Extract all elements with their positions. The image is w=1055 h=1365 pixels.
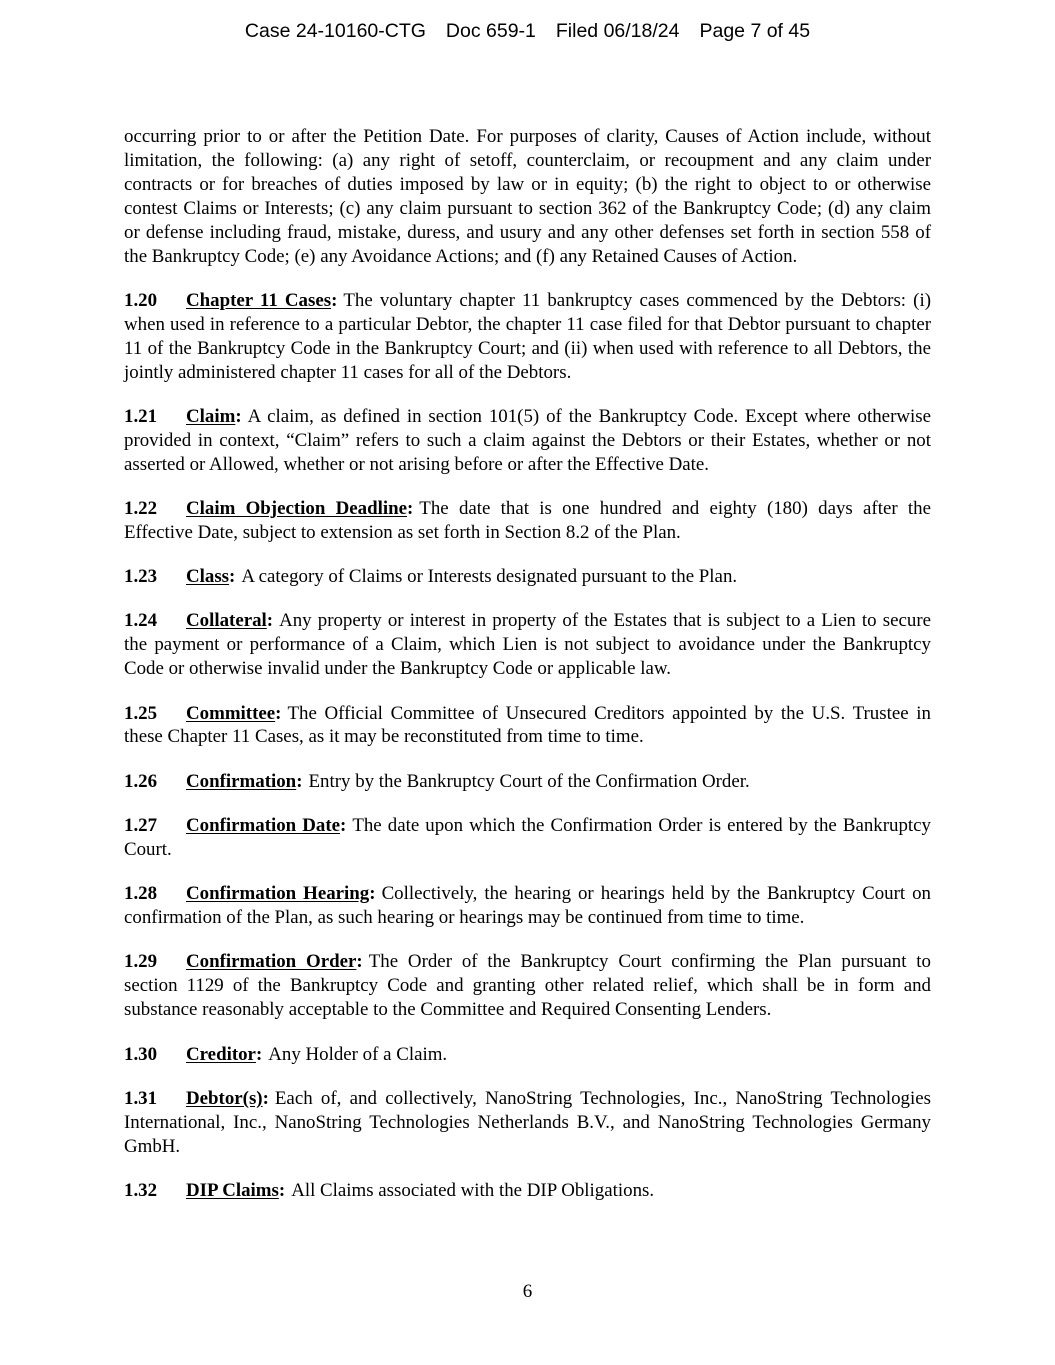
definition-term: Debtor(s) (186, 1087, 263, 1109)
intro-paragraph: occurring prior to or after the Petition Date. For purposes of clarity, Causes of Action include, without limitation, the following: (a) any right of setoff, counterclaim, or recoupment and any claim under contracts or for breaches of duties imposed by law or in equity; (b) the right to object to or otherwise contest Claims or Interests; (c) any claim pursuant to section 362 of the Bankruptcy Code; (d) any claim or defense including fraud, mistake, duress, and usury and any other defenses set forth in section 558 of the Bankruptcy Code; (e) any Avoidance Actions; and (f) any Retained Causes of Action. (124, 126, 931, 267)
definition-text: Any Holder of a Claim. (268, 1043, 448, 1065)
page-indicator: Page 7 of 45 (699, 20, 811, 42)
definition-text: The date that is one hundred and eighty (180) days after the Effective Date, subject to extension as set forth in Section 8.2 of the Plan. (124, 497, 931, 543)
definition-1-24: 1.24 Collateral: Any property or interest in property of the Estates that is subject to a Lien to secure the payment or performance of a Claim, which Lien is not subject to avoidance under the Bankruptcy Code or otherwise invalid under the Bankruptcy Code or applicable law. (124, 610, 931, 680)
filing-header (0, 19, 1055, 43)
definition-text: The Official Committee of Unsecured Creditors appointed by the U.S. Trustee in these Chapter 11 Cases, as it may be reconstituted from time to time. (124, 702, 931, 748)
definition-text: Any property or interest in property of the Estates that is subject to a Lien to secure the payment or performance of a Claim, which Lien is not subject to avoidance under the Bankruptcy Code or otherwise invalid under the Bankruptcy Code or applicable law. (124, 610, 931, 680)
definition-1-26: 1.26 Confirmation: Entry by the Bankruptcy Court of the Confirmation Order. (124, 770, 750, 792)
definition-term: DIP Claims (186, 1179, 279, 1201)
filed-date: Filed 06/18/24 (555, 20, 680, 42)
definition-number: 1.24 (124, 610, 158, 632)
definition-text: Collectively, the hearing or hearings held by the Bankruptcy Court on confirmation of the Plan, as such hearing or hearings may be continued from time to time. (124, 883, 931, 929)
document-body (124, 125, 931, 1223)
definition-text: The voluntary chapter 11 bankruptcy cases commenced by the Debtors: (i) when used in reference to a particular Debtor, the chapter 11 case filed for that Debtor pursuant to chapter 11 of the Bankruptcy Code in the Bankruptcy Court; and (ii) when used with reference to all Debtors, the jointly administered chapter 11 cases for all of the Debtors. (124, 289, 931, 383)
doc-number: Doc 659-1 (445, 20, 536, 42)
definition-term: Committee (186, 702, 276, 724)
case-number: Case 24-10160-CTG (244, 20, 426, 42)
definition-term: Collateral (186, 610, 267, 632)
definition-text: Entry by the Bankruptcy Court of the Confirmation Order. (308, 770, 750, 792)
definition-text: A claim, as defined in section 101(5) of the Bankruptcy Code. Except where otherwise provided in context, “Claim” refers to such a claim against the Debtors or their Estates, whether or not asserted or Allowed, whether or not arising before or after the Effective Date. (124, 405, 931, 475)
definition-term: Confirmation Hearing (186, 883, 370, 905)
definition-number: 1.21 (124, 405, 158, 427)
definition-number: 1.20 (124, 289, 158, 311)
definition-1-20: 1.20 Chapter 11 Cases: The voluntary chapter 11 bankruptcy cases commenced by the Debtors: (i) when used in reference to a particular Debtor, the chapter 11 case filed for that Debtor pursuant to chapter 11 of the Bankruptcy Code in the Bankruptcy Court; and (ii) when used with reference to all Debtors, the jointly administered chapter 11 cases for all of the Debtors. (124, 289, 931, 383)
definition-number: 1.27 (124, 815, 158, 837)
definition-term: Creditor (186, 1043, 256, 1065)
definition-text: The date upon which the Confirmation Order is entered by the Bankruptcy Court. (124, 815, 931, 860)
page-number: 6 (522, 1281, 533, 1302)
definition-text: A category of Claims or Interests designated pursuant to the Plan. (241, 566, 738, 588)
definition-term: Confirmation Order (186, 951, 357, 973)
definition-1-32: 1.32 DIP Claims: All Claims associated with the DIP Obligations. (124, 1179, 655, 1201)
definition-term: Class (186, 566, 230, 588)
definition-number: 1.30 (124, 1043, 158, 1065)
definition-number: 1.31 (124, 1087, 158, 1109)
definition-1-29: 1.29 Confirmation Order: The Order of the Bankruptcy Court confirming the Plan pursuant to section 1129 of the Bankruptcy Code and granting other related relief, which shall be in form and substance reasonably acceptable to the Committee and Required Consenting Lenders. (124, 951, 932, 1021)
definition-1-25: 1.25 Committee: The Official Committee of Unsecured Creditors appointed by the U.S. Trustee in these Chapter 11 Cases, as it may be reconstituted from time to time. (124, 702, 931, 748)
definition-text: All Claims associated with the DIP Obligations. (291, 1179, 655, 1201)
definition-number: 1.22 (124, 497, 158, 519)
definition-term: Claim (186, 405, 236, 427)
definition-number: 1.23 (124, 566, 158, 588)
definition-text: Each of, and collectively, NanoString Technologies, Inc., NanoString Technologies International, Inc., NanoString Technologies Netherlands B.V., and NanoString Technologies Germany GmbH. (124, 1087, 931, 1157)
definition-1-27: 1.27 Confirmation Date: The date upon which the Confirmation Order is entered by the Bankruptcy Court. (124, 815, 931, 860)
definition-number: 1.25 (124, 702, 158, 724)
definition-1-21: 1.21 Claim: A claim, as defined in section 101(5) of the Bankruptcy Code. Except where otherwise provided in context, “Claim” refers to such a claim against the Debtors or their Estates, whether or not asserted or Allowed, whether or not arising before or after the Effective Date. (124, 405, 931, 475)
definition-1-28: 1.28 Confirmation Hearing: Collectively, the hearing or hearings held by the Bankruptcy Court on confirmation of the Plan, as such hearing or hearings may be continued from time to time. (124, 883, 931, 929)
definition-term: Chapter 11 Cases (186, 289, 332, 311)
definition-number: 1.29 (124, 951, 158, 973)
definition-1-30: 1.30 Creditor: Any Holder of a Claim. (124, 1043, 448, 1065)
definition-1-31: 1.31 Debtor(s): Each of, and collectively, NanoString Technologies, Inc., NanoString Technologies International, Inc., NanoString Technologies Netherlands B.V., and NanoString Technologies Germany GmbH. (124, 1087, 931, 1157)
definition-1-23: 1.23 Class: A category of Claims or Interests designated pursuant to the Plan. (124, 566, 738, 588)
definition-term: Confirmation (186, 770, 297, 792)
definition-text: The Order of the Bankruptcy Court confirming the Plan pursuant to section 1129 of the Bankruptcy Code and granting other related relief, which shall be in form and substance reasonably acceptable to the Committee and Required Consenting Lenders. (124, 951, 932, 1021)
definition-number: 1.26 (124, 770, 158, 792)
definition-1-22: 1.22 Claim Objection Deadline: The date that is one hundred and eighty (180) days after the Effective Date, subject to extension as set forth in Section 8.2 of the Plan. (124, 497, 931, 543)
definition-term: Confirmation Date (186, 815, 341, 837)
definition-number: 1.28 (124, 883, 158, 905)
definition-number: 1.32 (124, 1179, 158, 1201)
definition-term: Claim Objection Deadline (186, 497, 407, 519)
